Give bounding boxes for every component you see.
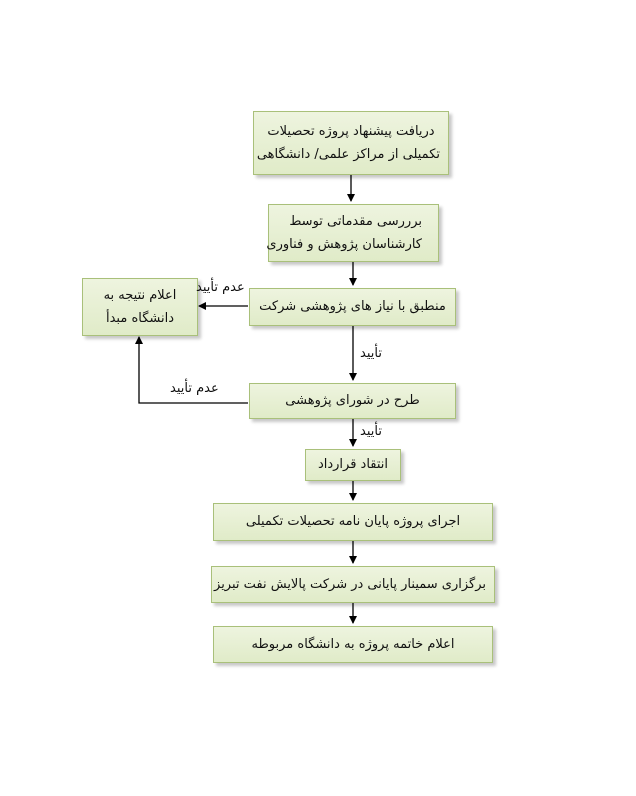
node-execute <box>213 503 493 541</box>
node-seminar-line-1: برگزاری سمینار پایانی در شرکت پالایش نفت تبریز <box>214 576 486 592</box>
node-closing <box>213 626 493 663</box>
edge-label-council-contract: تأیید <box>360 424 382 439</box>
node-receive-line-1: دریافت پیشنهاد پروژه تحصیلات <box>267 123 435 139</box>
node-review-line-2: کارشناسان پژوهش و فناوری <box>266 237 422 252</box>
node-contract-line-1: انتقاد قرارداد <box>317 457 389 473</box>
edge-label-match-notify: عدم تأیید <box>196 280 245 295</box>
node-match <box>249 288 456 326</box>
node-council-line-1: طرح در شورای پژوهشی <box>285 393 420 409</box>
node-seminar <box>211 566 495 603</box>
node-notify-line-2: دانشگاه مبدأ <box>105 311 175 326</box>
edge-label-match-council: تأیید <box>360 346 382 361</box>
node-receive <box>253 111 449 175</box>
node-receive-line-2: تکمیلی از مراکز علمی/ دانشگاهی <box>256 147 440 162</box>
node-match-line-1: منطبق با نیاز های پژوهشی شرکت <box>259 299 446 315</box>
edge-label-council-notify: عدم تأیید <box>170 381 219 396</box>
node-notify <box>82 278 198 336</box>
node-contract <box>305 449 401 481</box>
node-execute-line-1: اجرای پروژه پایان نامه تحصیلات تکمیلی <box>245 514 461 530</box>
node-review-line-1: برررسی مقدماتی توسط <box>289 213 422 229</box>
node-council <box>249 383 456 419</box>
node-review <box>268 204 439 262</box>
node-notify-line-1: اعلام نتیجه به <box>103 287 177 303</box>
node-closing-line-1: اعلام خاتمه پروژه به دانشگاه مربوطه <box>251 636 455 652</box>
